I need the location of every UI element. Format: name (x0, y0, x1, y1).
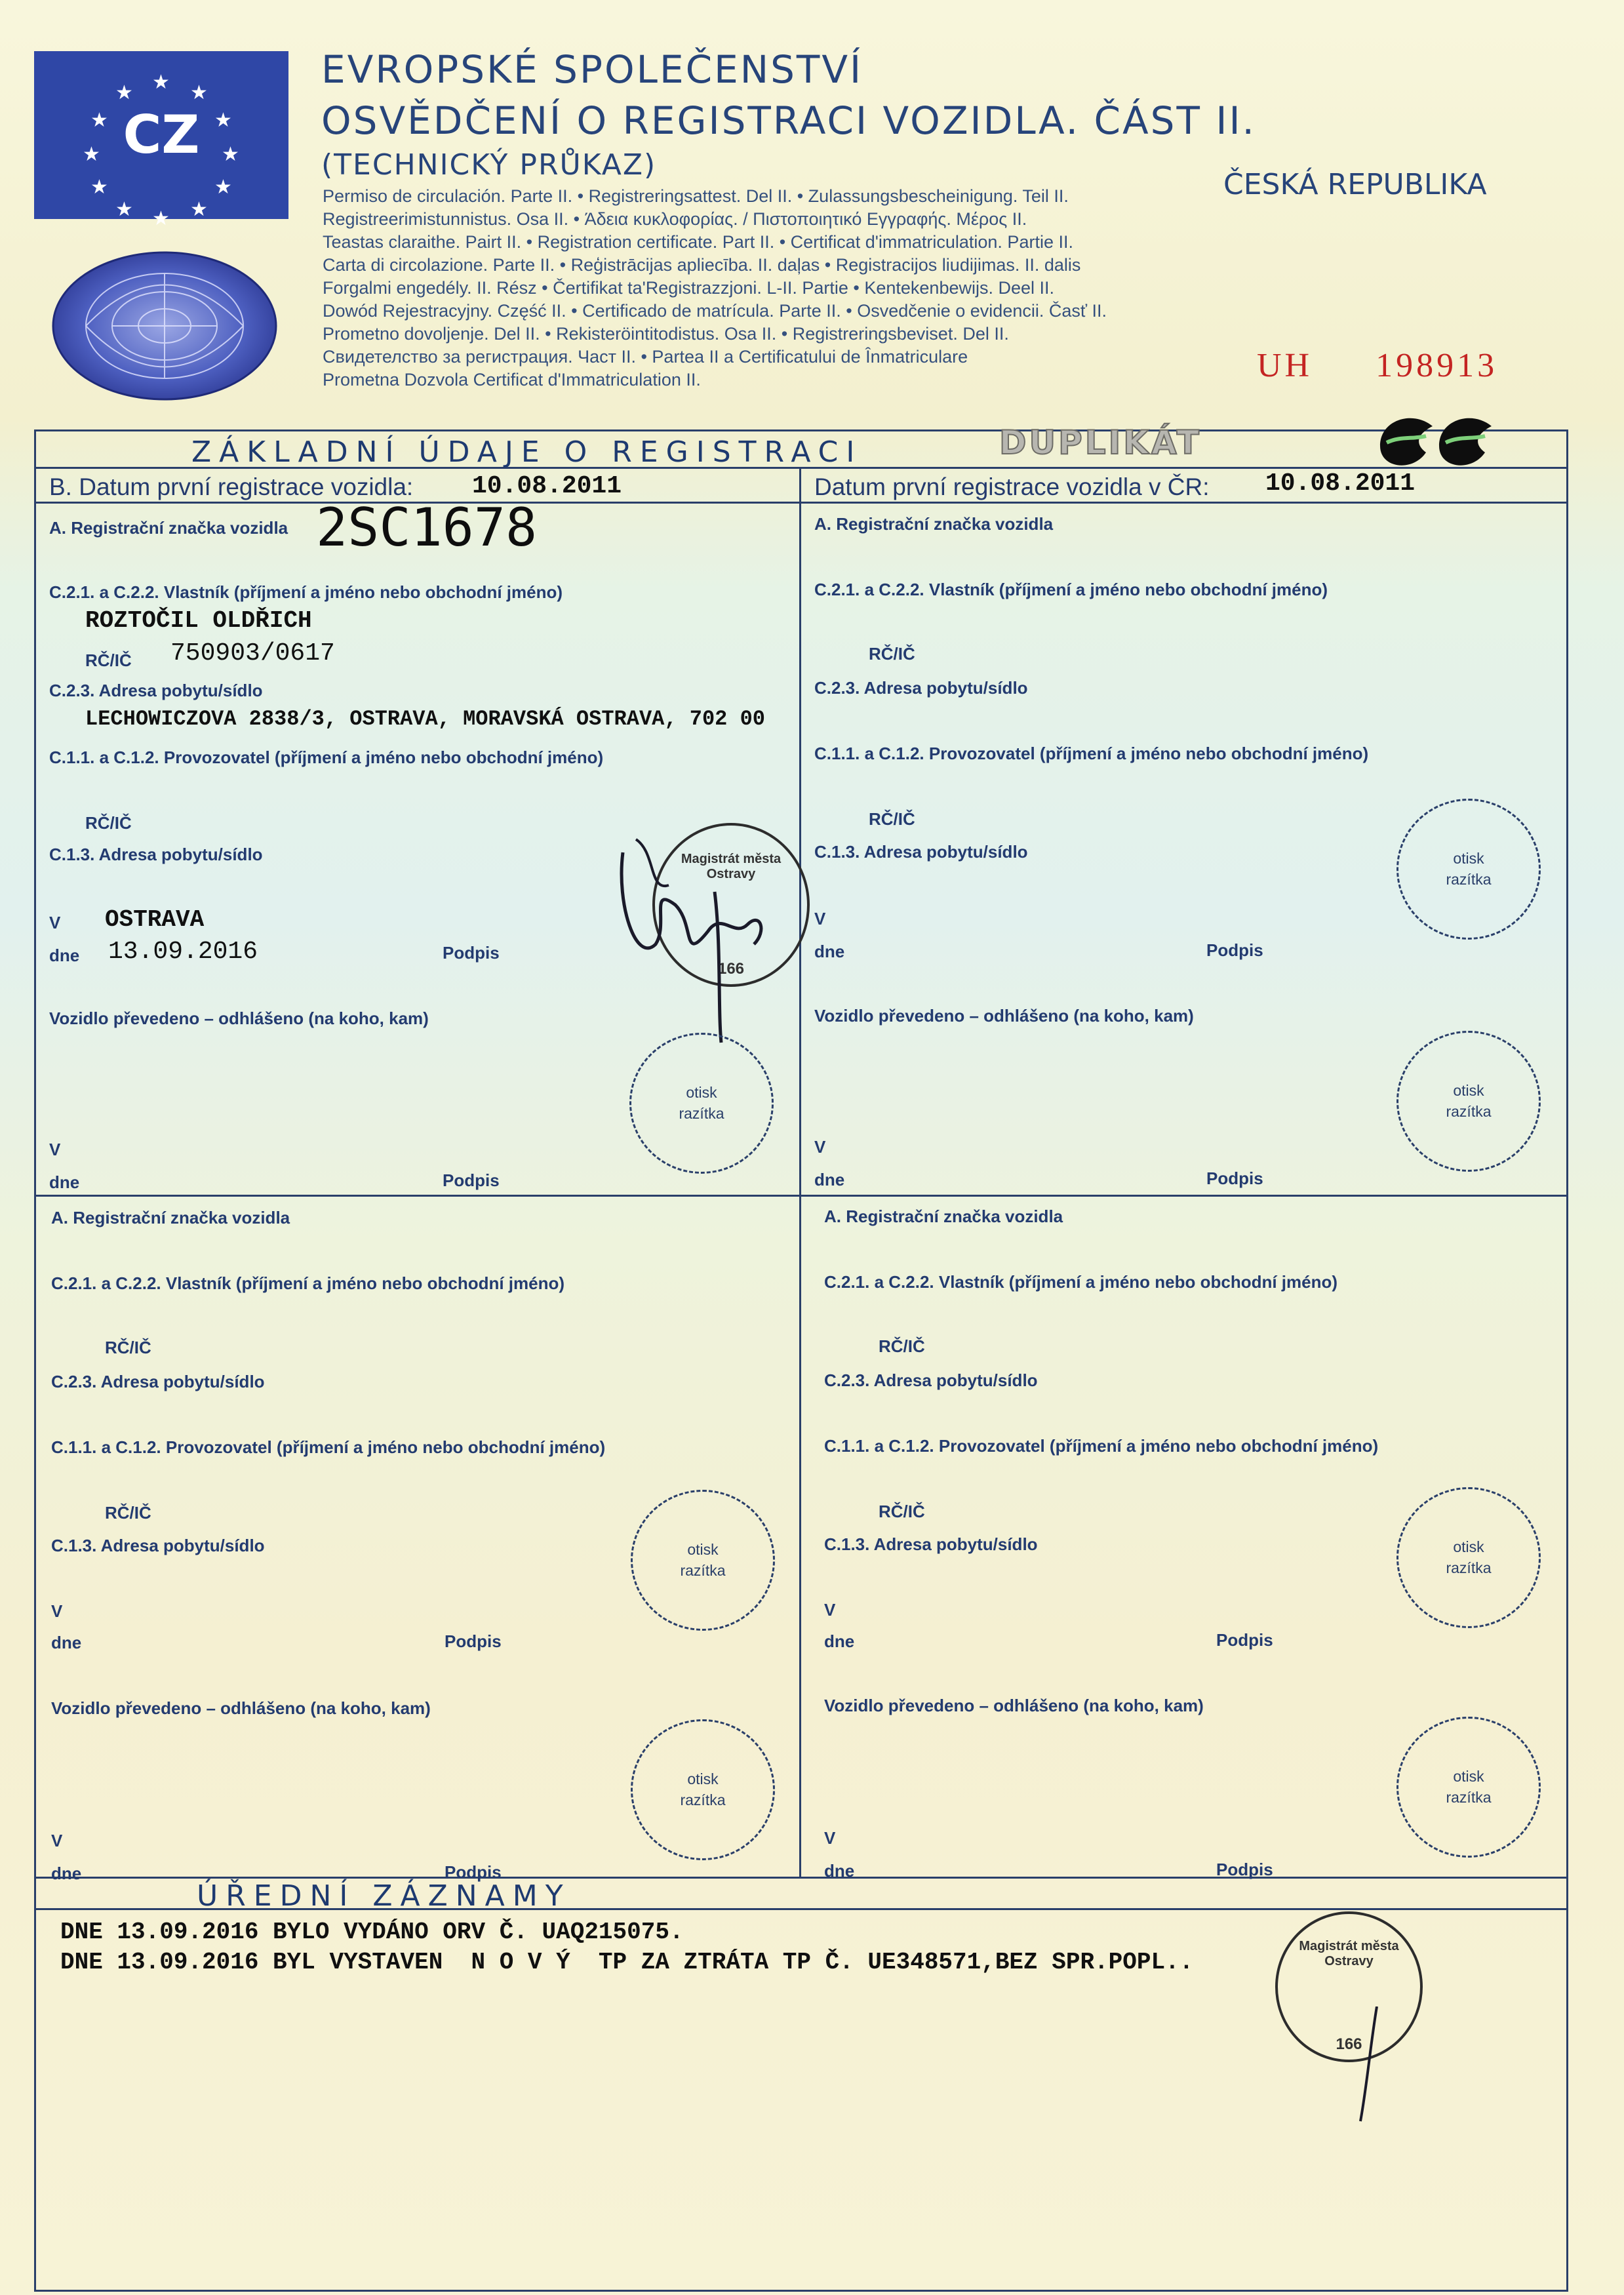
translation-line: Forgalmi engedély. II. Rész • Čertifikat ta'Registrazzjoni. L-II. Partie • Kentekenbewijs. Deel II. (323, 278, 1055, 298)
plate-label: A. Registrační značka vozidla (51, 1208, 290, 1227)
divider (34, 502, 1568, 504)
header-title-line1: EVROPSKÉ SPOLEČENSTVÍ (321, 47, 863, 92)
owner-address-label: C.2.3. Adresa pobytu/sídlo (49, 681, 263, 700)
first-registration-cz-label: Datum první registrace vozidla v ČR: (814, 473, 1210, 500)
stamp-number: 166 (717, 960, 745, 978)
seal-text: otisk (1453, 1082, 1484, 1099)
seal-text: razítka (1446, 871, 1492, 888)
stamp-placeholder (1396, 1031, 1541, 1172)
operator-rcic-label: RČ/IČ (105, 1503, 151, 1523)
owner-rcic-label: RČ/IČ (105, 1338, 151, 1357)
seal-text: otisk (686, 1084, 717, 1101)
seal-text: razítka (1446, 1789, 1492, 1806)
signature-label: Podpis (1216, 1630, 1273, 1650)
translations-block (323, 185, 1254, 391)
stamp-number: 166 (1336, 2035, 1362, 2053)
operator-address-label: C.1.3. Adresa pobytu/sídlo (51, 1536, 265, 1555)
country-name: ČESKÁ REPUBLIKA (1223, 168, 1487, 201)
owner-address-label: C.2.3. Adresa pobytu/sídlo (51, 1372, 265, 1391)
owner-label: C.2.1. a C.2.2. Vlastník (příjmení a jméno nebo obchodní jméno) (49, 582, 563, 602)
date-label: dne (51, 1633, 82, 1652)
date-label: dne (814, 1170, 845, 1189)
signature-label: Podpis (443, 943, 500, 963)
seal-text: otisk (1453, 850, 1484, 867)
date-label: dne (824, 1861, 855, 1881)
operator-address-label: C.1.3. Adresa pobytu/sídlo (824, 1534, 1038, 1554)
owner-name: ROZTOČIL OLDŘICH (85, 607, 312, 634)
translation-line: Prometno dovoljenje. Del II. • Rekisteröintitodistus. Osa II. • Registreringsbeviset. Del II. (323, 324, 1009, 344)
translation-line: Prometna Dozvola Certificat d'Immatriculation II. (323, 370, 701, 389)
official-stamp (1275, 1911, 1423, 2062)
owner-rcic-label: RČ/IČ (85, 650, 132, 670)
plate-label: A. Registrační značka vozidla (814, 514, 1054, 534)
seal-text: razítka (1446, 1103, 1492, 1120)
place-label: V (49, 1140, 61, 1159)
date-label: dne (824, 1631, 855, 1651)
hologram-emblem (51, 250, 278, 401)
signature-label: Podpis (445, 1862, 502, 1882)
date-label: dne (49, 946, 80, 965)
seal-text: razítka (679, 1105, 724, 1122)
flag-country-code: CZ (123, 104, 200, 165)
signature-label: Podpis (443, 1170, 500, 1190)
serial-digits: 198913 (1376, 347, 1498, 384)
eu-flag: ★ ★ ★ ★ ★ ★ ★ ★ ★ ★ ★ ★ CZ (34, 51, 288, 219)
plate-label: A. Registrační značka vozidla (49, 518, 288, 538)
seal-text: otisk (1453, 1768, 1484, 1785)
place-label: V (49, 913, 61, 932)
transfer-label: Vozidlo převedeno – odhlášeno (na koho, kam) (49, 1008, 429, 1028)
owner-label: C.2.1. a C.2.2. Vlastník (příjmení a jméno nebo obchodní jméno) (51, 1273, 565, 1293)
signature-label: Podpis (1216, 1860, 1273, 1879)
operator-rcic-label: RČ/IČ (869, 809, 915, 829)
stamp-text: Magistrát města Ostravy (1299, 1939, 1399, 1968)
divider (34, 1195, 1568, 1197)
first-registration-cz-value: 10.08.2011 (1265, 469, 1416, 498)
section-title-official: ÚŘEDNÍ ZÁZNAMY (197, 1879, 571, 1913)
place-label: V (51, 1831, 63, 1850)
signature-stroke (1351, 2006, 1390, 2125)
seal-text: otisk (687, 1770, 719, 1787)
plate-label: A. Registrační značka vozidla (824, 1207, 1063, 1226)
operator-label: C.1.1. a C.1.2. Provozovatel (příjmení a jméno nebo obchodní jméno) (824, 1436, 1379, 1456)
plate-value: 2SC1678 (316, 497, 538, 558)
divider (34, 1877, 1568, 1879)
place-value: OSTRAVA (105, 906, 205, 933)
owner-rcic-label: RČ/IČ (879, 1336, 925, 1356)
date-label: dne (814, 942, 845, 961)
place-label: V (824, 1600, 836, 1620)
place-label: V (824, 1828, 836, 1848)
operator-label: C.1.1. a C.1.2. Provozovatel (příjmení a jméno nebo obchodní jméno) (814, 744, 1369, 763)
translation-line: Dowód Rejestracyjny. Część II. • Certificado de matrícula. Parte II. • Osvedčenie o evidencii. Časť II. (323, 301, 1107, 321)
seal-text: razítka (1446, 1559, 1492, 1576)
owner-rcic-value: 750903/0617 (170, 639, 335, 668)
stamp-placeholder (629, 1033, 774, 1174)
transfer-label: Vozidlo převedeno – odhlášeno (na koho, kam) (824, 1696, 1204, 1715)
translation-line: Registreerimistunnistus. Osa II. • Άδεια κυκλοφορίας. / Πιστοποιητικό Εγγραφής. Μέρος II. (323, 209, 1027, 229)
signature-scribble (610, 813, 806, 1049)
column-divider (799, 467, 801, 1877)
stamp-text: Magistrát města Ostravy (681, 852, 782, 881)
place-label: V (51, 1601, 63, 1621)
operator-address-label: C.1.3. Adresa pobytu/sídlo (49, 845, 263, 864)
official-record: DNE 13.09.2016 BYL VYSTAVEN N O V Ý TP ZA ZTRÁTA TP Č. UE348571,BEZ SPR.POPL.. (60, 1949, 1194, 1976)
seal-text: razítka (680, 1791, 726, 1808)
translation-line: Permiso de circulación. Parte II. • Registreringsattest. Del II. • Zulassungsbescheinigung. Teil II. (323, 186, 1069, 206)
seal-text: razítka (680, 1562, 726, 1579)
signature-label: Podpis (1206, 1168, 1263, 1188)
owner-label: C.2.1. a C.2.2. Vlastník (příjmení a jméno nebo obchodní jméno) (814, 580, 1328, 599)
operator-label: C.1.1. a C.1.2. Provozovatel (příjmení a jméno nebo obchodní jméno) (49, 748, 604, 767)
stamp-placeholder (1396, 1487, 1541, 1628)
stamp-placeholder (1396, 799, 1541, 940)
duplicate-mark: DUPLIKÁT (999, 424, 1202, 462)
header-title-line3: (TECHNICKÝ PRŮKAZ) (321, 148, 657, 182)
place-label: V (814, 909, 826, 928)
header-title-line2: OSVĚDČENÍ O REGISTRACI VOZIDLA. ČÁST II. (321, 98, 1256, 143)
date-value: 13.09.2016 (108, 938, 258, 966)
serial-number (1257, 346, 1497, 385)
owner-address-value: LECHOWICZOVA 2838/3, OSTRAVA, MORAVSKÁ OSTRAVA, 702 00 (85, 707, 765, 731)
official-record: DNE 13.09.2016 BYLO VYDÁNO ORV Č. UAQ215075. (60, 1919, 684, 1946)
serial-series: UH (1257, 347, 1313, 384)
operator-label: C.1.1. a C.1.2. Provozovatel (příjmení a jméno nebo obchodní jméno) (51, 1437, 606, 1457)
operator-rcic-label: RČ/IČ (85, 813, 132, 833)
owner-label: C.2.1. a C.2.2. Vlastník (příjmení a jméno nebo obchodní jméno) (824, 1272, 1338, 1292)
place-label: V (814, 1137, 826, 1157)
first-registration-value: 10.08.2011 (472, 472, 622, 500)
section-title-registration: ZÁKLADNÍ ÚDAJE O REGISTRACI (191, 435, 863, 469)
stamp-placeholder (631, 1490, 775, 1631)
transfer-label: Vozidlo převedeno – odhlášeno (na koho, kam) (51, 1698, 431, 1718)
owner-address-label: C.2.3. Adresa pobytu/sídlo (814, 678, 1028, 698)
signature-label: Podpis (445, 1631, 502, 1651)
stamp-placeholder (631, 1719, 775, 1860)
transfer-label: Vozidlo převedeno – odhlášeno (na koho, kam) (814, 1006, 1194, 1026)
operator-address-label: C.1.3. Adresa pobytu/sídlo (814, 842, 1028, 862)
first-registration-label: B. Datum první registrace vozidla: (49, 473, 414, 500)
seal-text: otisk (687, 1541, 719, 1558)
owner-rcic-label: RČ/IČ (869, 644, 915, 664)
security-logo-icon (1374, 407, 1498, 479)
stamp-placeholder (1396, 1717, 1541, 1858)
translation-line: Carta di circolazione. Parte II. • Reģistrācijas apliecība. II. daļas • Registracijos liudijimas. II. dalis (323, 255, 1081, 275)
translation-line: Свидетелство за регистрация. Част II. • Partea II a Certificatului de Înmatriculare (323, 347, 968, 367)
owner-address-label: C.2.3. Adresa pobytu/sídlo (824, 1370, 1038, 1390)
operator-rcic-label: RČ/IČ (879, 1502, 925, 1521)
date-label: dne (49, 1172, 80, 1192)
translation-line: Teastas claraithe. Pairt II. • Registration certificate. Part II. • Certificat d'immatriculation. Partie II. (323, 232, 1073, 252)
date-label: dne (51, 1864, 82, 1883)
signature-label: Podpis (1206, 940, 1263, 960)
seal-text: otisk (1453, 1538, 1484, 1555)
